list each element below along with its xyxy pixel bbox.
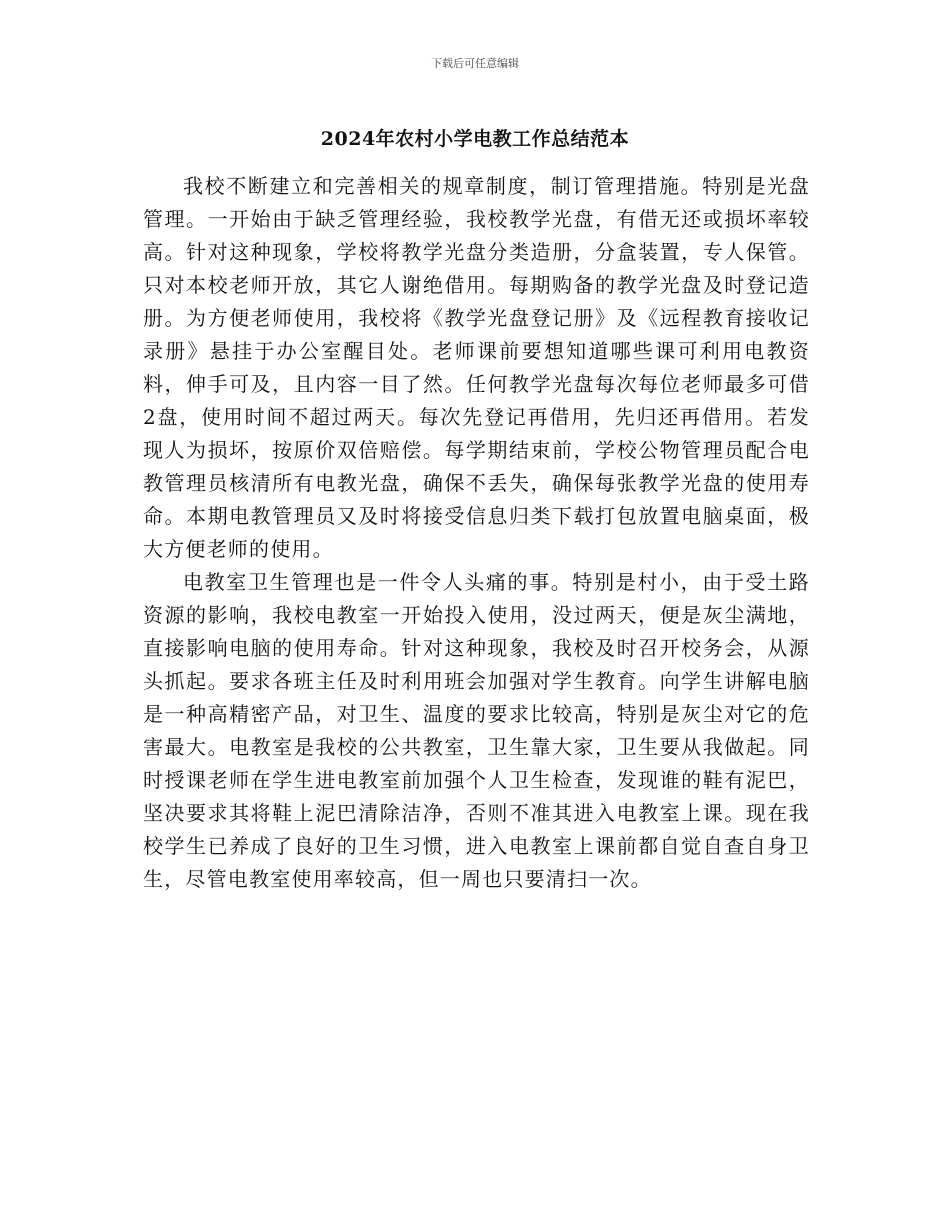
header-note: 下载后可任意编辑 [431, 57, 519, 70]
document-body [143, 170, 810, 896]
document-title: 2024年农村小学电教工作总结范本 [320, 128, 630, 150]
body-paragraph-2: 电教室卫生管理也是一件令人头痛的事。特别是村小，由于受土路资源的影响，我校电教室一开始投入使用，没过两天，便是灰尘满地，直接影响电脑的使用寿命。针对这种现象，我校及时召开校务会，从源头抓起。要求各班主任及时利用班会加强对学生教育。向学生讲解电脑是一种高精密产品，对卫生、温度的要求比较高，特别是灰尘对它的危害最大。电教室是我校的公共教室，卫生靠大家，卫生要从我做起。同时授课老师在学生进电教室前加强个人卫生检查，发现谁的鞋有泥巴，坚决要求其将鞋上泥巴清除洁净，否则不准其进入电教室上课。现在我校学生已养成了良好的卫生习惯，进入电教室上课前都自觉自查自身卫生，尽管电教室使用率较高，但一周也只要清扫一次。 [143, 570, 810, 891]
body-paragraph-1: 我校不断建立和完善相关的规章制度，制订管理措施。特别是光盘管理。一开始由于缺乏管理经验，我校教学光盘，有借无还或损坏率较高。针对这种现象，学校将教学光盘分类造册，分盒装置，专人保管。只对本校老师开放，其它人谢绝借用。每期购备的教学光盘及时登记造册。为方便老师使用，我校将《教学光盘登记册》及《远程教育接收记录册》悬挂于办公室醒目处。老师课前要想知道哪些课可利用电教资料，伸手可及，且内容一目了然。任何教学光盘每次每位老师最多可借2盘，使用时间不超过两天。每次先登记再借用，先归还再借用。若发现人为损坏，按原价双倍赔偿。每学期结束前，学校公物管理员配合电教管理员核清所有电教光盘，确保不丢失，确保每张教学光盘的使用寿命。本期电教管理员又及时将接受信息归类下载打包放置电脑桌面，极大方便老师的使用。 [143, 174, 810, 561]
